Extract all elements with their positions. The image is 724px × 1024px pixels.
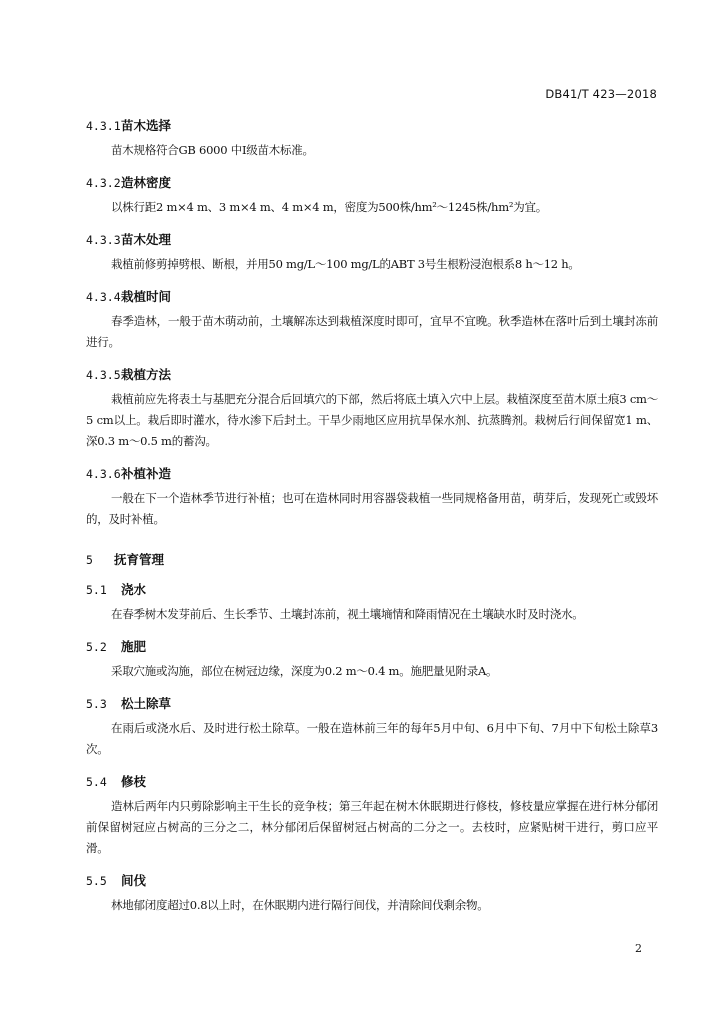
- section-heading: [86, 873, 658, 889]
- section-heading: [86, 696, 658, 712]
- page-number: 2: [635, 942, 642, 955]
- section-paragraph: 栽植前应先将表土与基肥充分混合后回填穴的下部，然后将底土填入穴中上层。栽植深度至苗木原土痕3 cm～5 cm以上。栽后即时灌水，待水渗下后封土。干旱少雨地区应用抗旱保水剂、抗蒸腾剂。栽树后行间保留宽1 m、深0.3 m～0.5 m的蓄沟。: [86, 392, 658, 448]
- section-heading: [86, 289, 658, 305]
- section-paragraph: 在春季树木发芽前后、生长季节、土壤封冻前，视土壤墒情和降雨情况在土壤缺水时及时浇水。: [111, 607, 584, 621]
- section-title: 补植补造: [121, 466, 172, 481]
- section-number: 4.3.4: [86, 290, 121, 304]
- section-paragraph: 造林后两年内只剪除影响主干生长的竞争枝；第三年起在树木休眠期进行修枝，修枝量应掌握在进行林分郁闭前保留树冠应占树高的三分之二，林分郁闭后保留树冠占树高的二分之一。去枝时，应紧贴树干进行，剪口应平滑。: [86, 799, 658, 855]
- section-paragraph: 以株行距2 m×4 m、3 m×4 m、4 m×4 m，密度为500株/hm²～1245株/hm²为宜。: [111, 200, 547, 214]
- section-number: 5.1: [86, 583, 107, 597]
- section-number: 5: [86, 553, 93, 567]
- section-title: 浇水: [121, 582, 147, 597]
- section-title: 苗木选择: [121, 118, 172, 133]
- section-title: 栽植时间: [121, 289, 172, 304]
- section-heading: [86, 774, 658, 790]
- section-paragraph: 采取穴施或沟施，部位在树冠边缘，深度为0.2 m～0.4 m。施肥量见附录A。: [111, 664, 498, 678]
- section-title: 间伐: [121, 873, 147, 888]
- section-heading: [86, 118, 658, 134]
- section-number: 4.3.2: [86, 176, 121, 190]
- section-paragraph: 春季造林，一般于苗木萌动前，土壤解冻达到栽植深度时即可，宜早不宜晚。秋季造林在落叶后到土壤封冻前进行。: [86, 314, 658, 349]
- section-number: 4.3.1: [86, 119, 121, 133]
- section-title: 修枝: [121, 774, 147, 789]
- section-heading: [86, 582, 658, 598]
- section-heading: [86, 175, 658, 191]
- section-title: 松土除草: [121, 696, 172, 711]
- section-title: 苗木处理: [121, 232, 172, 247]
- section-heading: [86, 232, 658, 248]
- section-heading: [86, 639, 658, 655]
- section-number: 5.2: [86, 640, 107, 654]
- section-paragraph: 苗木规格符合GB 6000 中Ⅰ级苗木标准。: [111, 143, 314, 157]
- section-heading: [86, 466, 658, 482]
- section-paragraph: 栽植前修剪掉劈根、断根，并用50 mg/L～100 mg/L的ABT 3号生根粉浸泡根系8 h～12 h。: [111, 257, 580, 271]
- section-title: 抚育管理: [114, 552, 165, 567]
- section-number: 5.3: [86, 697, 107, 711]
- document-body: [86, 113, 658, 916]
- section-number: 4.3.5: [86, 368, 121, 382]
- document-code: DB41/T 423—2018: [545, 87, 657, 101]
- section-title: 施肥: [121, 639, 147, 654]
- section-heading: [86, 552, 658, 568]
- section-number: 4.3.3: [86, 233, 121, 247]
- section-number: 5.5: [86, 874, 107, 888]
- section-paragraph: 一般在下一个造林季节进行补植；也可在造林同时用容器袋栽植一些同规格备用苗，萌芽后，发现死亡或毁坏的，及时补植。: [86, 491, 658, 526]
- section-paragraph: 在雨后或浇水后、及时进行松土除草。一般在造林前三年的每年5月中旬、6月中下旬、7月中下旬松土除草3次。: [86, 721, 658, 756]
- section-paragraph: 林地郁闭度超过0.8以上时，在休眠期内进行隔行间伐，并清除间伐剩余物。: [111, 898, 489, 912]
- section-heading: [86, 367, 658, 383]
- section-number: 4.3.6: [86, 467, 121, 481]
- section-title: 造林密度: [121, 175, 172, 190]
- section-title: 栽植方法: [121, 367, 172, 382]
- section-number: 5.4: [86, 775, 107, 789]
